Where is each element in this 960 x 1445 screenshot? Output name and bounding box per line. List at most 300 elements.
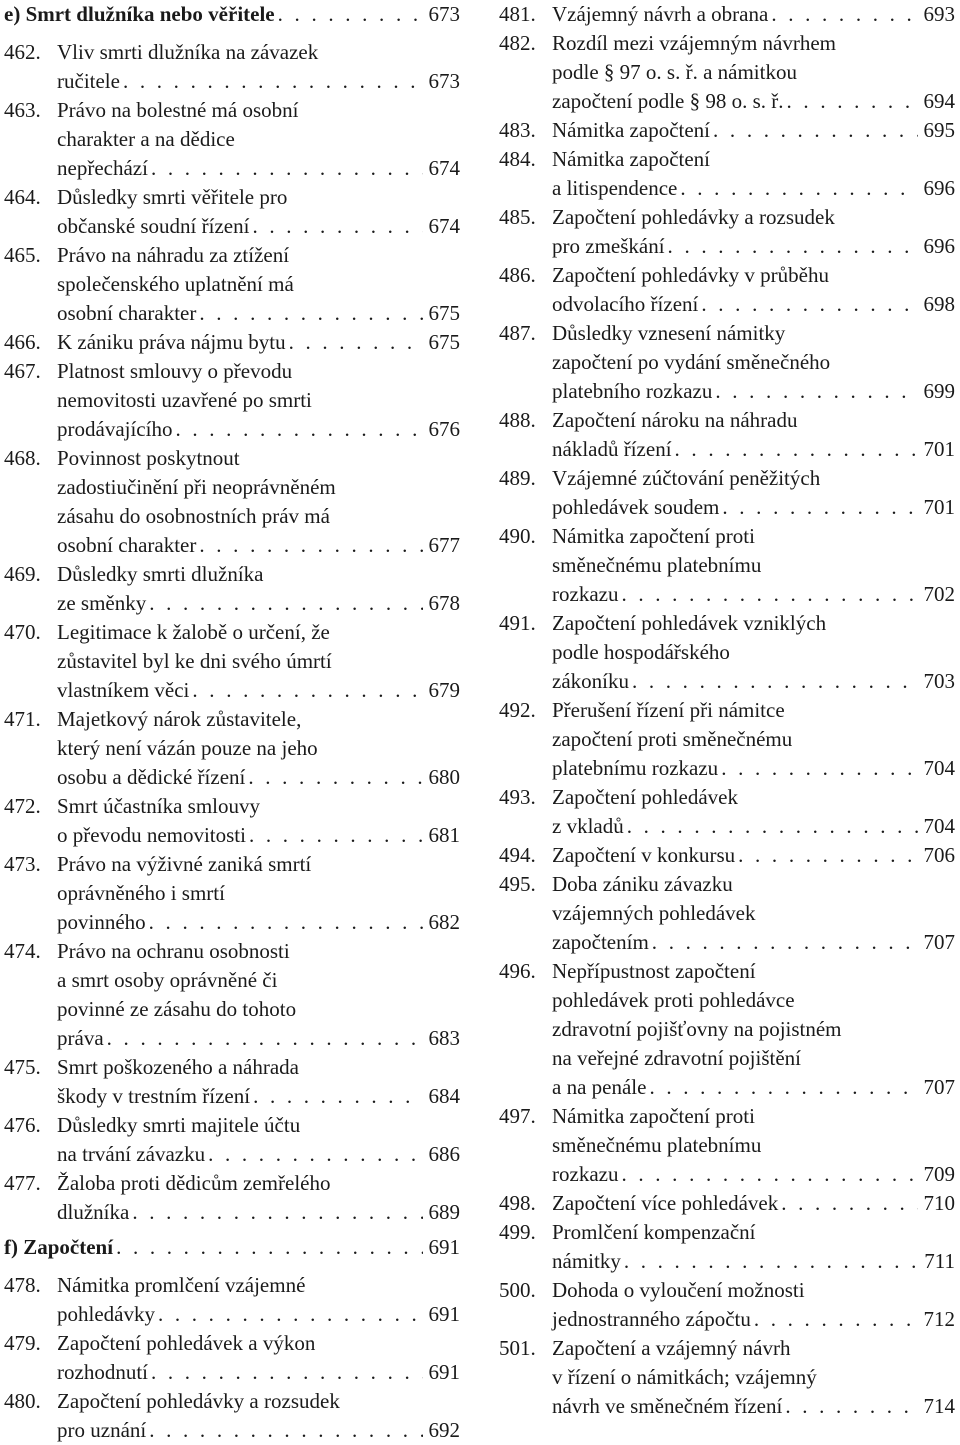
- entry-last-line: [57, 763, 460, 792]
- dot-leader: [721, 754, 918, 783]
- entry-last-line: [57, 299, 460, 328]
- entry-last-line: [552, 435, 955, 464]
- entry-title-line: Žaloba proti dědicům zemřelého: [57, 1171, 331, 1195]
- entry-text: [552, 319, 955, 406]
- entry-number: 479.: [4, 1331, 41, 1355]
- entry-title-line: nákladů řízení: [552, 437, 672, 461]
- entry-title-line: Započtení více pohledávek: [552, 1191, 779, 1215]
- entry-title-line: prodávajícího: [57, 417, 173, 441]
- entry-number: 473.: [4, 852, 41, 876]
- dot-leader: [771, 0, 918, 29]
- entry-last-line: [57, 1140, 460, 1169]
- page-number: 693: [923, 2, 955, 26]
- entry-number: 475.: [4, 1055, 41, 1079]
- page-number: 701: [923, 495, 955, 519]
- entry-text: [552, 609, 955, 696]
- entry-title-line: Doba zániku závazku: [552, 872, 733, 896]
- entry-title-line: zůstavitel byl ke dni svého úmrtí: [57, 649, 332, 673]
- entry-title-line: Započtení pohledávek vzniklých: [552, 611, 827, 635]
- entry-title-line: společenského uplatnění má: [57, 272, 294, 296]
- dot-leader: [253, 1082, 423, 1111]
- entry-last-line: [57, 212, 460, 241]
- page-number: 691: [428, 1235, 460, 1259]
- page-number: 711: [924, 1249, 955, 1273]
- page-number: 676: [428, 417, 460, 441]
- toc-left-column: [4, 0, 460, 1445]
- entry-last-line: [552, 812, 955, 841]
- dot-leader: [252, 212, 423, 241]
- page-number: 695: [923, 118, 955, 142]
- entry-title-line: Rozdíl mezi vzájemným návrhem: [552, 31, 836, 55]
- toc-entry: [499, 116, 955, 145]
- page-number: 673: [428, 2, 460, 26]
- entry-last-line: [57, 676, 460, 705]
- toc-entry: [4, 792, 460, 850]
- toc-entry: [4, 1111, 460, 1169]
- page-number: 675: [428, 330, 460, 354]
- page-number: 682: [428, 910, 460, 934]
- entry-number: 466.: [4, 330, 41, 354]
- page-number: 696: [923, 234, 955, 258]
- entry-text: [552, 145, 955, 203]
- entry-number: 494.: [499, 843, 536, 867]
- entry-title-line: Námitka započtení proti: [552, 1104, 755, 1128]
- entry-text: [57, 1271, 460, 1329]
- entry-number: 493.: [499, 785, 536, 809]
- dot-leader: [151, 1358, 423, 1387]
- entry-number: 496.: [499, 959, 536, 983]
- toc-entry: [4, 1329, 460, 1387]
- entry-text: [57, 241, 460, 328]
- page-number: 706: [923, 843, 955, 867]
- dot-leader: [680, 174, 918, 203]
- toc-entry: [4, 1169, 460, 1227]
- entry-title-line: Započtení pohledávek: [552, 785, 739, 809]
- toc-entry: [499, 1189, 955, 1218]
- toc-entry: [499, 261, 955, 319]
- toc-entry: [499, 406, 955, 464]
- entry-number: 498.: [499, 1191, 536, 1215]
- entry-number: 492.: [499, 698, 536, 722]
- entry-last-line: [57, 67, 460, 96]
- entry-title-line: Započtení pohledávky a rozsudek: [57, 1389, 340, 1413]
- entry-text: [552, 783, 955, 841]
- entry-title-line: Vliv smrti dlužníka na závazek: [57, 40, 319, 64]
- entry-title-line: pro uznání: [57, 1418, 147, 1442]
- dot-leader: [621, 1160, 918, 1189]
- dot-leader: [715, 377, 918, 406]
- entry-title-line: podle § 97 o. s. ř. a námitkou: [552, 60, 797, 84]
- entry-title-line: Námitka započtení: [552, 118, 711, 142]
- entry-title-line: Započtení pohledávky v průběhu: [552, 263, 829, 287]
- page-number: 674: [428, 156, 460, 180]
- entry-text: [57, 618, 460, 705]
- entry-text: [57, 1169, 460, 1227]
- toc-entry: [4, 328, 460, 357]
- page-number: 694: [923, 89, 955, 113]
- page-number: 709: [923, 1162, 955, 1186]
- dot-leader: [738, 841, 918, 870]
- entry-title-line: rozkazu: [552, 582, 619, 606]
- entry-title-line: nemovitosti uzavřené po smrti: [57, 388, 312, 412]
- toc-entry: [499, 1334, 955, 1421]
- dot-leader: [149, 589, 423, 618]
- page-number: 677: [428, 533, 460, 557]
- dot-leader: [149, 908, 423, 937]
- dot-leader: [632, 667, 918, 696]
- entry-title-line: Přerušení řízení při námitce: [552, 698, 785, 722]
- entry-text: [57, 792, 460, 850]
- entry-title-line: vlastníkem věci: [57, 678, 190, 702]
- entry-last-line: [57, 328, 460, 357]
- entry-number: 462.: [4, 40, 41, 64]
- entry-text: [57, 937, 460, 1053]
- entry-number: 499.: [499, 1220, 536, 1244]
- page-number: 707: [923, 1075, 955, 1099]
- toc-section-heading: [4, 1233, 460, 1261]
- dot-leader: [249, 821, 423, 850]
- entry-number: 476.: [4, 1113, 41, 1137]
- entry-title-line: Vzájemný návrh a obrana: [552, 2, 769, 26]
- entry-last-line: [552, 87, 955, 116]
- entry-title-line: zákoníku: [552, 669, 629, 693]
- toc-entry: [4, 357, 460, 444]
- toc-entry: [499, 0, 955, 29]
- entry-text: [552, 29, 955, 116]
- entry-number: 477.: [4, 1171, 41, 1195]
- entry-title-line: zásahu do osobnostních práv má: [57, 504, 330, 528]
- dot-leader: [621, 580, 918, 609]
- dot-leader: [248, 763, 423, 792]
- entry-last-line: [552, 290, 955, 319]
- entry-title-line: započtením: [552, 930, 649, 954]
- entry-number: 495.: [499, 872, 536, 896]
- toc-entry: [499, 870, 955, 957]
- entry-title-line: rozhodnutí: [57, 1360, 148, 1384]
- entry-title-line: odvolacího řízení: [552, 292, 699, 316]
- page-number: 699: [923, 379, 955, 403]
- page-number: 679: [428, 678, 460, 702]
- entry-last-line: [552, 841, 955, 870]
- entry-text: [552, 1102, 955, 1189]
- toc-entry: [499, 29, 955, 116]
- entry-last-line: [57, 531, 460, 560]
- entry-title-line: započtení proti směnečnému: [552, 727, 793, 751]
- page-number: 712: [923, 1307, 955, 1331]
- entry-number: 497.: [499, 1104, 536, 1128]
- entry-title-line: Právo na náhradu za ztížení: [57, 243, 290, 267]
- dot-leader: [649, 1073, 918, 1102]
- dot-leader: [151, 154, 423, 183]
- page-number: 691: [428, 1302, 460, 1326]
- page-number: 681: [428, 823, 460, 847]
- entry-number: 465.: [4, 243, 41, 267]
- entry-text: [552, 116, 955, 145]
- entry-title-line: v řízení o námitkách; vzájemný: [552, 1365, 817, 1389]
- entry-number: 468.: [4, 446, 41, 470]
- entry-title-line: Důsledky vznesení námitky: [552, 321, 786, 345]
- entry-title-line: zdravotní pojišťovny na pojistném: [552, 1017, 842, 1041]
- entry-text: [57, 96, 460, 183]
- dot-leader: [781, 1189, 918, 1218]
- entry-title-line: Smrt poškozeného a náhrada: [57, 1055, 300, 1079]
- page-number: 684: [428, 1084, 460, 1108]
- entry-title-line: osobní charakter: [57, 301, 197, 325]
- page-number: 683: [428, 1026, 460, 1050]
- page-number: 673: [428, 69, 460, 93]
- dot-leader: [787, 87, 918, 116]
- entry-text: [552, 464, 955, 522]
- toc-entry: [4, 183, 460, 241]
- entry-title-line: který není vázán pouze na jeho: [57, 736, 318, 760]
- entry-title-line: platebního rozkazu: [552, 379, 713, 403]
- entry-title-line: Promlčení kompenzační: [552, 1220, 756, 1244]
- dot-leader: [701, 290, 918, 319]
- entry-title-line: Vzájemné zúčtování peněžitých: [552, 466, 821, 490]
- entry-title-line: Započtení nároku na náhradu: [552, 408, 798, 432]
- entry-number: 467.: [4, 359, 41, 383]
- entry-number: 471.: [4, 707, 41, 731]
- entry-title-line: Započtení pohledávky a rozsudek: [552, 205, 835, 229]
- dot-leader: [722, 493, 918, 522]
- entry-text: [552, 261, 955, 319]
- entry-title-line: na veřejné zdravotní pojištění: [552, 1046, 801, 1070]
- entry-last-line: [552, 1305, 955, 1334]
- entry-title-line: Legitimace k žalobě o určení, že: [57, 620, 330, 644]
- entry-text: [552, 1276, 955, 1334]
- toc-entry: [4, 96, 460, 183]
- section-title: e) Smrt dlužníka nebo věřitele: [4, 2, 275, 26]
- page-number: 703: [923, 669, 955, 693]
- entry-number: 501.: [499, 1336, 536, 1360]
- entry-title-line: směnečnému platebnímu: [552, 553, 762, 577]
- dot-leader: [668, 232, 918, 261]
- entry-last-line: [552, 754, 955, 783]
- entry-title-line: pohledávek proti pohledávce: [552, 988, 795, 1012]
- entry-title-line: Započtení a vzájemný návrh: [552, 1336, 791, 1360]
- entry-title-line: směnečnému platebnímu: [552, 1133, 762, 1157]
- entry-title-line: započtení po vydání směnečného: [552, 350, 831, 374]
- entry-title-line: osobní charakter: [57, 533, 197, 557]
- entry-title-line: Nepřípustnost započtení: [552, 959, 756, 983]
- entry-last-line: [552, 1073, 955, 1102]
- entry-title-line: dlužníka: [57, 1200, 130, 1224]
- page-number: 680: [428, 765, 460, 789]
- entry-text: [57, 705, 460, 792]
- toc-entry: [4, 1053, 460, 1111]
- entry-title-line: pohledávek soudem: [552, 495, 720, 519]
- toc-entry: [499, 783, 955, 841]
- entry-title-line: Započtení pohledávek a výkon: [57, 1331, 316, 1355]
- dot-leader: [123, 67, 423, 96]
- toc-entry: [499, 319, 955, 406]
- entry-number: 481.: [499, 2, 536, 26]
- entry-title-line: na trvání závazku: [57, 1142, 206, 1166]
- entry-title-line: Dohoda o vyloučení možnosti: [552, 1278, 805, 1302]
- entry-title-line: oprávněného i smrtí: [57, 881, 225, 905]
- dot-leader: [624, 1247, 918, 1276]
- dot-leader: [132, 1198, 423, 1227]
- entry-title-line: ze směnky: [57, 591, 147, 615]
- page-number: 675: [428, 301, 460, 325]
- entry-number: 500.: [499, 1278, 536, 1302]
- entry-title-line: Právo na ochranu osobnosti: [57, 939, 290, 963]
- dot-leader: [208, 1140, 423, 1169]
- entry-text: [552, 406, 955, 464]
- toc-entry: [4, 850, 460, 937]
- entry-title-line: Právo na bolestné má osobní: [57, 98, 299, 122]
- entry-title-line: nepřechází: [57, 156, 148, 180]
- dot-leader: [149, 1416, 423, 1445]
- page-number: 689: [428, 1200, 460, 1224]
- entry-last-line: [552, 667, 955, 696]
- entry-title-line: charakter a na dědice: [57, 127, 235, 151]
- entry-number: 470.: [4, 620, 41, 644]
- toc-entry: [4, 444, 460, 560]
- dot-leader: [175, 415, 423, 444]
- dot-leader: [754, 1305, 918, 1334]
- page-number: 704: [923, 814, 955, 838]
- entry-title-line: Námitka promlčení vzájemné: [57, 1273, 306, 1297]
- page-number: 714: [923, 1394, 955, 1418]
- entry-last-line: [57, 1416, 460, 1445]
- entry-title-line: Důsledky smrti dlužníka: [57, 562, 264, 586]
- entry-last-line: [552, 1160, 955, 1189]
- section-title: f) Započtení: [4, 1235, 114, 1259]
- entry-text: [552, 841, 955, 870]
- entry-number: 490.: [499, 524, 536, 548]
- dot-leader: [278, 0, 423, 28]
- page-number: 702: [923, 582, 955, 606]
- entry-title-line: Právo na výživné zaniká smrtí: [57, 852, 312, 876]
- entry-last-line: [57, 1358, 460, 1387]
- entry-text: [552, 696, 955, 783]
- entry-title-line: Započtení v konkursu: [552, 843, 736, 867]
- entry-text: [57, 328, 460, 357]
- entry-last-line: [552, 493, 955, 522]
- entry-text: [57, 357, 460, 444]
- entry-text: [552, 203, 955, 261]
- toc-entry: [499, 522, 955, 609]
- entry-last-line: [57, 908, 460, 937]
- entry-last-line: [57, 1300, 460, 1329]
- entry-title-line: o převodu nemovitosti: [57, 823, 246, 847]
- entry-text: [552, 1218, 955, 1276]
- entry-text: [552, 1189, 955, 1218]
- entry-number: 485.: [499, 205, 536, 229]
- page-number: 691: [428, 1360, 460, 1384]
- entry-title-line: K zániku práva nájmu bytu: [57, 330, 286, 354]
- toc-entry: [499, 609, 955, 696]
- toc-entry: [4, 1271, 460, 1329]
- entry-last-line: [552, 580, 955, 609]
- entry-title-line: Důsledky smrti věřitele pro: [57, 185, 288, 209]
- entry-last-line: [552, 174, 955, 203]
- page-number: 696: [923, 176, 955, 200]
- page-number: 710: [923, 1191, 955, 1215]
- toc-entry: [499, 841, 955, 870]
- entry-title-line: Námitka započtení: [552, 147, 711, 171]
- entry-title-line: škody v trestním řízení: [57, 1084, 251, 1108]
- dot-leader: [713, 116, 918, 145]
- toc-section-heading: [4, 0, 460, 28]
- entry-title-line: povinného: [57, 910, 146, 934]
- toc-entry: [499, 1276, 955, 1334]
- entry-title-line: z vkladů: [552, 814, 624, 838]
- entry-text: [57, 38, 460, 96]
- dot-leader: [199, 299, 423, 328]
- entry-number: 482.: [499, 31, 536, 55]
- entry-last-line: [552, 928, 955, 957]
- page-number: 678: [428, 591, 460, 615]
- toc-right-column: [499, 0, 955, 1421]
- entry-text: [552, 1334, 955, 1421]
- entry-text: [57, 1053, 460, 1111]
- entry-last-line: [57, 1082, 460, 1111]
- entry-title-line: a na penále: [552, 1075, 647, 1099]
- entry-text: [57, 183, 460, 241]
- entry-last-line: [552, 1392, 955, 1421]
- entry-number: 469.: [4, 562, 41, 586]
- entry-title-line: občanské soudní řízení: [57, 214, 250, 238]
- entry-number: 484.: [499, 147, 536, 171]
- entry-title-line: Platnost smlouvy o převodu: [57, 359, 293, 383]
- toc-entry: [499, 1102, 955, 1189]
- entry-last-line: [57, 415, 460, 444]
- entry-text: [57, 1111, 460, 1169]
- entry-number: 488.: [499, 408, 536, 432]
- entry-title-line: ručitele: [57, 69, 120, 93]
- toc-entry: [4, 38, 460, 96]
- dot-leader: [199, 531, 423, 560]
- entry-title-line: pohledávky: [57, 1302, 155, 1326]
- entry-title-line: návrh ve směnečném řízení: [552, 1394, 783, 1418]
- page-number: 701: [923, 437, 955, 461]
- entry-text: [57, 560, 460, 618]
- entry-title-line: Námitka započtení proti: [552, 524, 755, 548]
- toc-entry: [499, 203, 955, 261]
- entry-last-line: [57, 589, 460, 618]
- entry-title-line: jednostranného zápočtu: [552, 1307, 751, 1331]
- entry-number: 478.: [4, 1273, 41, 1297]
- page-number: 704: [923, 756, 955, 780]
- entry-title-line: námitky: [552, 1249, 621, 1273]
- toc-entry: [4, 1387, 460, 1445]
- entry-text: [57, 1387, 460, 1445]
- entry-number: 474.: [4, 939, 41, 963]
- entry-title-line: započtení podle § 98 o. s. ř.: [552, 89, 784, 113]
- toc-entry: [499, 696, 955, 783]
- entry-title-line: osobu a dědické řízení: [57, 765, 246, 789]
- entry-title-line: Povinnost poskytnout: [57, 446, 240, 470]
- entry-text: [57, 1329, 460, 1387]
- entry-last-line: [552, 377, 955, 406]
- entry-title-line: a litispendence: [552, 176, 678, 200]
- dot-leader: [107, 1024, 423, 1053]
- entry-last-line: [552, 232, 955, 261]
- entry-title-line: Smrt účastníka smlouvy: [57, 794, 260, 818]
- entry-last-line: [57, 154, 460, 183]
- entry-title-line: Důsledky smrti majitele účtu: [57, 1113, 301, 1137]
- dot-leader: [116, 1233, 423, 1261]
- toc-entry: [499, 1218, 955, 1276]
- entry-title-line: pro zmeškání: [552, 234, 665, 258]
- page-number: 698: [923, 292, 955, 316]
- toc-entry: [499, 957, 955, 1102]
- page-number: 686: [428, 1142, 460, 1166]
- dot-leader: [192, 676, 423, 705]
- page-number: 692: [428, 1418, 460, 1442]
